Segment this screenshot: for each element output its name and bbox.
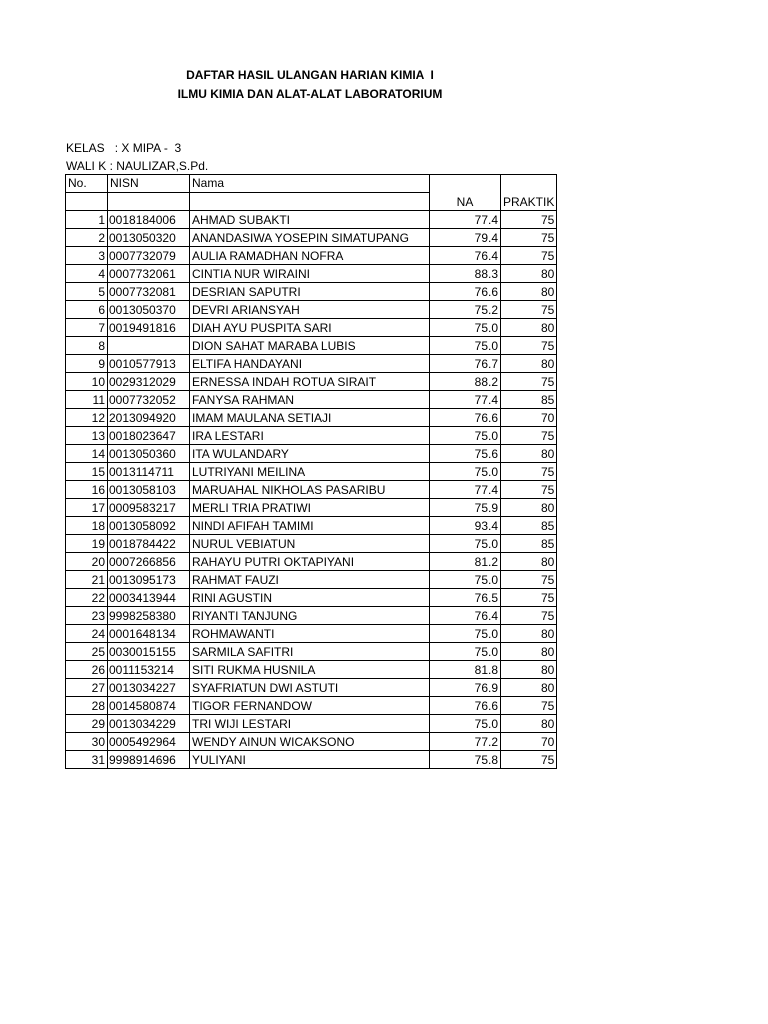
cell-no: 12 — [66, 409, 108, 427]
cell-nama: DEVRI ARIANSYAH — [190, 301, 430, 319]
cell-praktik: 75 — [501, 211, 557, 229]
table-row — [66, 265, 557, 283]
cell-no: 7 — [66, 319, 108, 337]
cell-nisn: 9998258380 — [108, 607, 190, 625]
table-row — [66, 517, 557, 535]
cell-praktik: 80 — [501, 283, 557, 301]
cell-nama: IMAM MAULANA SETIAJI — [190, 409, 430, 427]
cell-praktik: 80 — [501, 265, 557, 283]
cell-nama: IRA LESTARI — [190, 427, 430, 445]
cell-praktik: 75 — [501, 697, 557, 715]
cell-nama: ANANDASIWA YOSEPIN SIMATUPANG — [190, 229, 430, 247]
cell-nisn: 0003413944 — [108, 589, 190, 607]
cell-no: 28 — [66, 697, 108, 715]
cell-no: 15 — [66, 463, 108, 481]
cell-no: 29 — [66, 715, 108, 733]
cell-praktik: 70 — [501, 409, 557, 427]
cell-praktik: 80 — [501, 553, 557, 571]
table-row — [66, 463, 557, 481]
column-header-nama: Nama — [190, 175, 430, 193]
cell-nama: DIAH AYU PUSPITA SARI — [190, 319, 430, 337]
cell-no: 26 — [66, 661, 108, 679]
cell-nama: SITI RUKMA HUSNILA — [190, 661, 430, 679]
cell-na: 75.0 — [430, 625, 501, 643]
cell-praktik: 75 — [501, 247, 557, 265]
table-row — [66, 499, 557, 517]
cell-no: 19 — [66, 535, 108, 553]
table-row — [66, 391, 557, 409]
cell-no: 4 — [66, 265, 108, 283]
cell-na: 76.6 — [430, 283, 501, 301]
table-row — [66, 247, 557, 265]
cell-praktik: 80 — [501, 355, 557, 373]
cell-na: 75.0 — [430, 535, 501, 553]
cell-nisn: 0030015155 — [108, 643, 190, 661]
table-row — [66, 445, 557, 463]
cell-na: 75.0 — [430, 427, 501, 445]
cell-praktik: 85 — [501, 391, 557, 409]
table-row — [66, 697, 557, 715]
cell-nisn: 0018184006 — [108, 211, 190, 229]
cell-praktik: 75 — [501, 751, 557, 769]
cell-praktik: 80 — [501, 445, 557, 463]
table-row — [66, 715, 557, 733]
table-row — [66, 301, 557, 319]
cell-praktik: 75 — [501, 427, 557, 445]
cell-nisn: 0029312029 — [108, 373, 190, 391]
table-row — [66, 661, 557, 679]
cell-no: 13 — [66, 427, 108, 445]
cell-nisn: 0013058103 — [108, 481, 190, 499]
cell-no: 6 — [66, 301, 108, 319]
cell-na: 76.5 — [430, 589, 501, 607]
header-spacer-cell — [66, 193, 108, 211]
cell-no: 31 — [66, 751, 108, 769]
cell-praktik: 75 — [501, 301, 557, 319]
cell-na: 76.6 — [430, 697, 501, 715]
cell-nama: MARUAHAL NIKHOLAS PASARIBU — [190, 481, 430, 499]
cell-na: 75.0 — [430, 643, 501, 661]
cell-no: 11 — [66, 391, 108, 409]
table-row — [66, 373, 557, 391]
table-row — [66, 481, 557, 499]
cell-na: 75.0 — [430, 715, 501, 733]
cell-praktik: 80 — [501, 499, 557, 517]
cell-nisn: 0013050320 — [108, 229, 190, 247]
table-row — [66, 643, 557, 661]
cell-nama: ERNESSA INDAH ROTUA SIRAIT — [190, 373, 430, 391]
cell-praktik: 70 — [501, 733, 557, 751]
cell-no: 24 — [66, 625, 108, 643]
cell-no: 5 — [66, 283, 108, 301]
cell-na: 76.6 — [430, 409, 501, 427]
cell-praktik: 75 — [501, 229, 557, 247]
cell-na: 77.4 — [430, 211, 501, 229]
cell-nisn: 0018784422 — [108, 535, 190, 553]
cell-nama: FANYSA RAHMAN — [190, 391, 430, 409]
cell-no: 3 — [66, 247, 108, 265]
cell-praktik: 80 — [501, 625, 557, 643]
cell-no: 18 — [66, 517, 108, 535]
cell-praktik: 80 — [501, 643, 557, 661]
cell-nisn: 0014580874 — [108, 697, 190, 715]
cell-no: 9 — [66, 355, 108, 373]
cell-nisn: 0013058092 — [108, 517, 190, 535]
cell-na: 81.2 — [430, 553, 501, 571]
cell-nisn: 0009583217 — [108, 499, 190, 517]
cell-nama: ELTIFA HANDAYANI — [190, 355, 430, 373]
header-spacer-cell — [190, 193, 430, 211]
cell-na: 76.7 — [430, 355, 501, 373]
cell-nama: ITA WULANDARY — [190, 445, 430, 463]
table-row — [66, 607, 557, 625]
cell-praktik: 75 — [501, 337, 557, 355]
cell-na: 77.4 — [430, 391, 501, 409]
table-body — [66, 211, 557, 769]
cell-nama: DION SAHAT MARABA LUBIS — [190, 337, 430, 355]
cell-nama: SARMILA SAFITRI — [190, 643, 430, 661]
table-row — [66, 679, 557, 697]
cell-nama: LUTRIYANI MEILINA — [190, 463, 430, 481]
cell-na: 76.4 — [430, 607, 501, 625]
table-row — [66, 427, 557, 445]
cell-nama: DESRIAN SAPUTRI — [190, 283, 430, 301]
cell-nisn: 0018023647 — [108, 427, 190, 445]
table-row — [66, 319, 557, 337]
cell-nisn: 0007732081 — [108, 283, 190, 301]
document-title: DAFTAR HASIL ULANGAN HARIAN KIMIA I — [186, 68, 434, 82]
cell-nama: AHMAD SUBAKTI — [190, 211, 430, 229]
cell-praktik: 75 — [501, 589, 557, 607]
column-header-nisn: NISN — [108, 175, 190, 193]
table-row — [66, 625, 557, 643]
class-info: KELAS : X MIPA - 3 — [66, 141, 182, 155]
grades-table — [65, 174, 557, 769]
cell-nisn: 2013094920 — [108, 409, 190, 427]
cell-na: 75.0 — [430, 463, 501, 481]
cell-na: 75.0 — [430, 337, 501, 355]
cell-na: 77.2 — [430, 733, 501, 751]
table-row — [66, 571, 557, 589]
cell-nama: RINI AGUSTIN — [190, 589, 430, 607]
cell-na: 75.0 — [430, 319, 501, 337]
cell-na: 76.9 — [430, 679, 501, 697]
cell-nisn: 0013050370 — [108, 301, 190, 319]
cell-nisn: 0007266856 — [108, 553, 190, 571]
table-row — [66, 283, 557, 301]
table-row — [66, 553, 557, 571]
cell-na: 75.6 — [430, 445, 501, 463]
cell-na: 75.2 — [430, 301, 501, 319]
table-row — [66, 355, 557, 373]
cell-na: 88.2 — [430, 373, 501, 391]
cell-no: 25 — [66, 643, 108, 661]
cell-nisn: 0013034229 — [108, 715, 190, 733]
cell-nama: TIGOR FERNANDOW — [190, 697, 430, 715]
cell-no: 2 — [66, 229, 108, 247]
cell-na: 88.3 — [430, 265, 501, 283]
cell-nama: RAHAYU PUTRI OKTAPIYANI — [190, 553, 430, 571]
cell-nisn: 0019491816 — [108, 319, 190, 337]
cell-nama: YULIYANI — [190, 751, 430, 769]
cell-no: 20 — [66, 553, 108, 571]
column-header-praktik: PRAKTIK — [501, 175, 557, 211]
cell-nisn: 0013034227 — [108, 679, 190, 697]
column-header-no: No. — [66, 175, 108, 193]
cell-na: 77.4 — [430, 481, 501, 499]
cell-nama: WENDY AINUN WICAKSONO — [190, 733, 430, 751]
cell-praktik: 75 — [501, 571, 557, 589]
cell-praktik: 80 — [501, 679, 557, 697]
cell-no: 27 — [66, 679, 108, 697]
column-header-na: NA — [430, 175, 501, 211]
cell-no: 17 — [66, 499, 108, 517]
cell-nisn: 0013050360 — [108, 445, 190, 463]
table-row — [66, 535, 557, 553]
cell-praktik: 75 — [501, 463, 557, 481]
cell-nama: RAHMAT FAUZI — [190, 571, 430, 589]
cell-nisn: 0013114711 — [108, 463, 190, 481]
cell-na: 75.0 — [430, 571, 501, 589]
cell-no: 22 — [66, 589, 108, 607]
table-row — [66, 751, 557, 769]
cell-nisn: 0013095173 — [108, 571, 190, 589]
document-subtitle: ILMU KIMIA DAN ALAT-ALAT LABORATORIUM — [177, 87, 443, 101]
cell-praktik: 75 — [501, 607, 557, 625]
cell-nama: AULIA RAMADHAN NOFRA — [190, 247, 430, 265]
cell-no: 10 — [66, 373, 108, 391]
cell-no: 21 — [66, 571, 108, 589]
cell-praktik: 80 — [501, 661, 557, 679]
header-spacer-cell — [108, 193, 190, 211]
cell-nisn: 0010577913 — [108, 355, 190, 373]
cell-nisn: 0005492964 — [108, 733, 190, 751]
cell-nama: TRI WIJI LESTARI — [190, 715, 430, 733]
cell-na: 75.8 — [430, 751, 501, 769]
cell-nisn: 0007732079 — [108, 247, 190, 265]
homeroom-teacher-info: WALI K : NAULIZAR,S.Pd. — [66, 159, 209, 173]
table-row — [66, 733, 557, 751]
cell-no: 14 — [66, 445, 108, 463]
cell-nama: CINTIA NUR WIRAINI — [190, 265, 430, 283]
cell-no: 30 — [66, 733, 108, 751]
cell-praktik: 75 — [501, 373, 557, 391]
cell-nisn: 0001648134 — [108, 625, 190, 643]
table-row — [66, 211, 557, 229]
cell-na: 75.9 — [430, 499, 501, 517]
table-row — [66, 409, 557, 427]
cell-no: 1 — [66, 211, 108, 229]
cell-no: 23 — [66, 607, 108, 625]
cell-nisn: 0011153214 — [108, 661, 190, 679]
cell-no: 8 — [66, 337, 108, 355]
cell-nisn: 0007732052 — [108, 391, 190, 409]
cell-nama: NINDI AFIFAH TAMIMI — [190, 517, 430, 535]
cell-nama: MERLI TRIA PRATIWI — [190, 499, 430, 517]
cell-na: 76.4 — [430, 247, 501, 265]
table-row — [66, 337, 557, 355]
table-row — [66, 589, 557, 607]
cell-nama: SYAFRIATUN DWI ASTUTI — [190, 679, 430, 697]
cell-nisn: 0007732061 — [108, 265, 190, 283]
cell-nisn — [108, 337, 190, 355]
cell-no: 16 — [66, 481, 108, 499]
cell-na: 81.8 — [430, 661, 501, 679]
cell-praktik: 80 — [501, 715, 557, 733]
table-header-row — [66, 175, 557, 193]
cell-praktik: 75 — [501, 481, 557, 499]
table-header — [66, 175, 557, 211]
cell-praktik: 85 — [501, 517, 557, 535]
cell-nisn: 9998914696 — [108, 751, 190, 769]
cell-nama: RIYANTI TANJUNG — [190, 607, 430, 625]
cell-nama: ROHMAWANTI — [190, 625, 430, 643]
cell-nama: NURUL VEBIATUN — [190, 535, 430, 553]
cell-na: 79.4 — [430, 229, 501, 247]
table-row — [66, 229, 557, 247]
cell-praktik: 85 — [501, 535, 557, 553]
cell-na: 93.4 — [430, 517, 501, 535]
cell-praktik: 80 — [501, 319, 557, 337]
